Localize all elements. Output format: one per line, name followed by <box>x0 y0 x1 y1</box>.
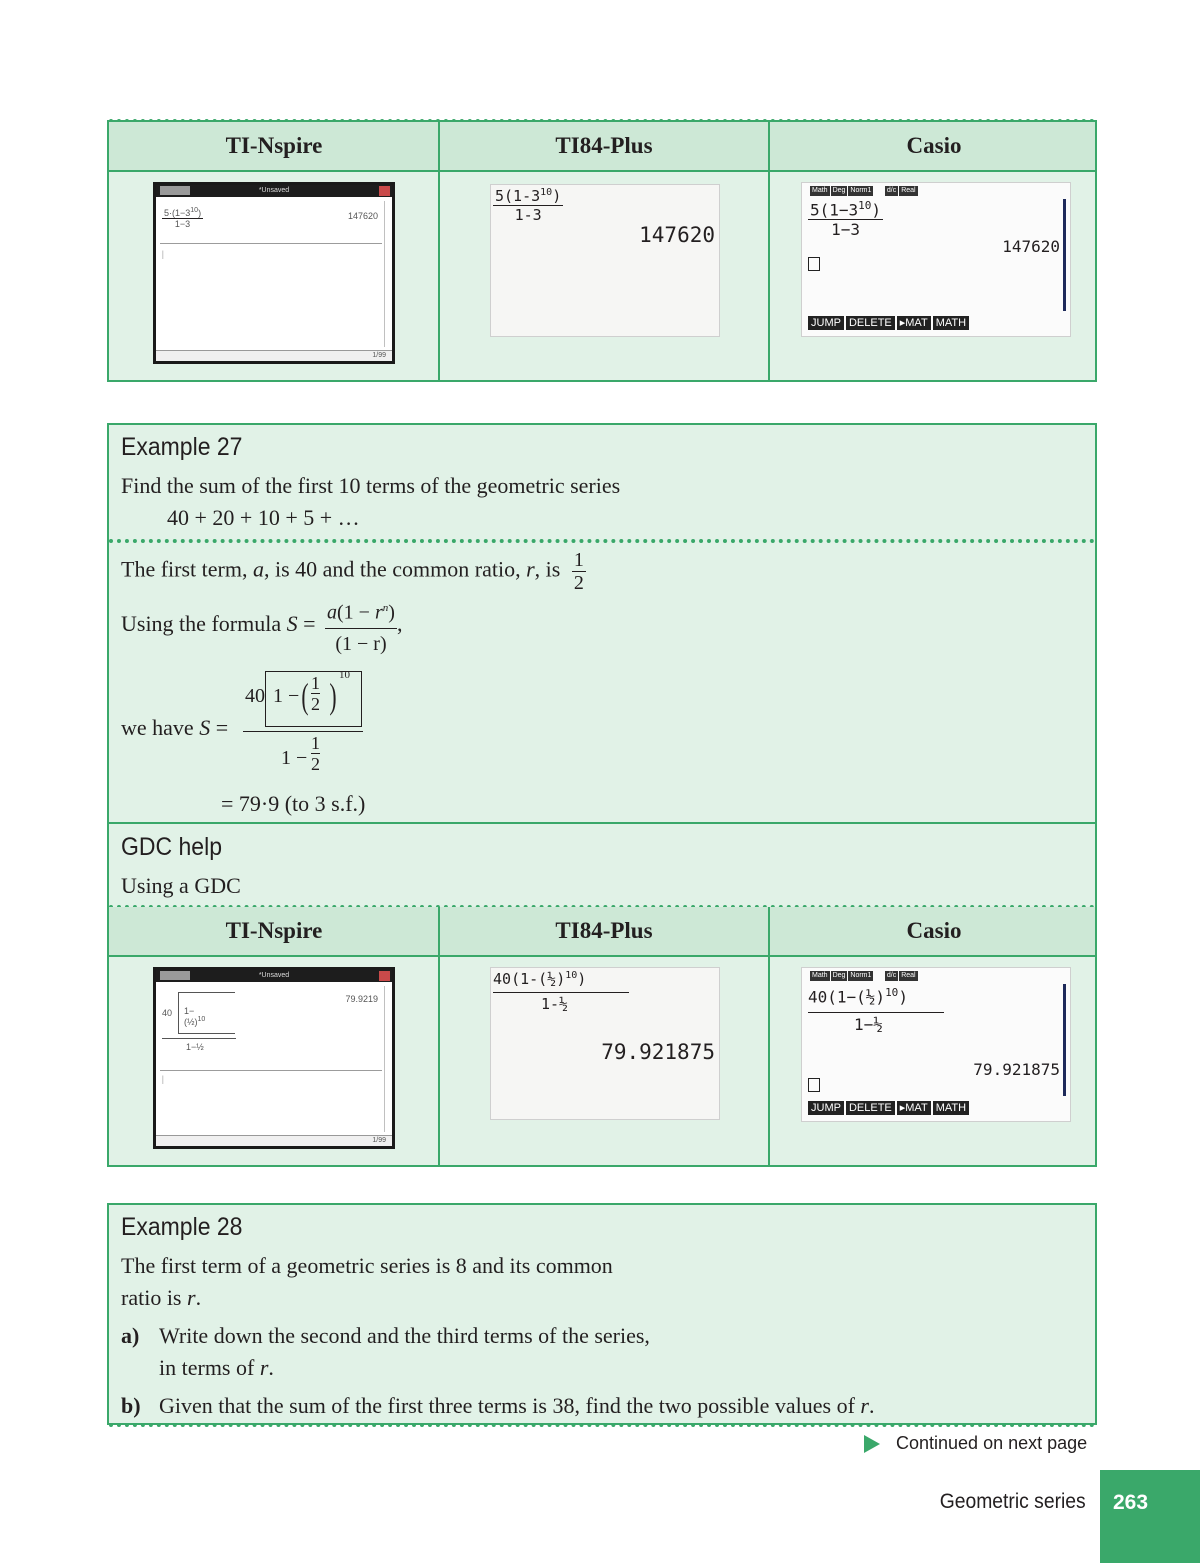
part-b-label: b) <box>121 1393 141 1418</box>
ti84-screen <box>490 967 720 1120</box>
continued-note: Continued on next page <box>864 1432 1100 1456</box>
fkey-math[interactable]: MATH <box>933 1101 969 1115</box>
casio-status-icons: Math Deg Norm1 d/c Real <box>812 187 916 194</box>
nspire-page-counter: 1/99 <box>372 1137 386 1144</box>
cursor: | <box>162 1074 164 1084</box>
column-divider <box>438 122 440 380</box>
nspire-result: 147620 <box>347 211 378 221</box>
nspire-doc-title: *Unsaved <box>258 972 290 979</box>
column-divider <box>768 122 770 380</box>
nspire-title-bar <box>156 970 392 982</box>
page-number-tab <box>1100 1470 1200 1563</box>
gdc-header-row <box>109 122 1095 172</box>
col-casio: Casio <box>906 133 962 158</box>
page-number: 263 <box>1113 1491 1149 1514</box>
ti84-screen <box>490 184 720 337</box>
casio-expression: 40(1−(½)$^{10}$) 1−½ <box>808 986 944 1034</box>
casio-result: 79.921875 <box>973 1060 1060 1079</box>
fkey-delete[interactable]: DELETE <box>846 1101 895 1115</box>
gdc-help-text: Using a GDC <box>121 873 241 898</box>
nspire-page-counter: 1/99 <box>372 352 386 359</box>
casio-cursor-box <box>808 257 820 271</box>
example-28-title: Example 28 <box>121 1213 243 1241</box>
part-b-text: Given that the sum of the first three terms is 38, find the two possible values of r. <box>159 1393 875 1418</box>
example-27-question: Find the sum of the first 10 terms of the geometric series <box>121 473 621 498</box>
col-ti-nspire: TI-Nspire <box>225 918 323 943</box>
ti84-expression: 40(1-(½)$^{10}$) 1-½ <box>493 970 629 1013</box>
col-ti84-plus: TI84-Plus <box>555 918 653 943</box>
column-divider <box>768 907 770 1165</box>
we-have-line: we have S = <box>121 715 229 740</box>
nspire-expression: $\frac{5\cdot(1-3^{10})}{1-3}$ <box>164 207 202 229</box>
col-ti-nspire: TI-Nspire <box>225 133 323 158</box>
casio-cursor-box <box>808 1078 820 1092</box>
example-27-series: 40 + 20 + 10 + 5 + … <box>167 505 360 530</box>
fkey-jump[interactable]: JUMP <box>808 1101 844 1115</box>
formula-line: Using the formula S = $\frac{a(1 - r^n)}{(1 - r)}$ , <box>121 593 402 659</box>
casio-function-keys[interactable] <box>808 1096 971 1115</box>
casio-status-icons: Math Deg Norm1 d/c Real <box>812 972 916 979</box>
dotted-divider <box>109 1423 1095 1427</box>
scrollbar[interactable] <box>384 201 390 347</box>
fkey-delete[interactable]: DELETE <box>846 316 895 330</box>
nspire-result: 79.9219 <box>345 994 378 1004</box>
col-casio: Casio <box>906 918 962 943</box>
footer-section-title: Geometric series <box>939 1490 1086 1513</box>
close-icon <box>379 971 390 981</box>
scrollbar[interactable] <box>384 986 390 1132</box>
first-term-line: The first term, a, is 40 and the common ratio, r, is $\frac{1}{2}$ <box>121 549 584 594</box>
gdc-table-1 <box>107 120 1097 382</box>
part-a-text: Write down the second and the third terms of the series, <box>159 1323 650 1348</box>
fkey-mat[interactable]: ▸MAT <box>897 1101 931 1115</box>
ti84-expression: $\frac{5(1-3^{10})}{1-3}$ <box>495 187 562 224</box>
example-27-title: Example 27 <box>121 433 243 461</box>
play-arrow-icon <box>864 1435 880 1453</box>
example-28-line1: The first term of a geometric series is 8 and its common <box>121 1253 613 1278</box>
fkey-jump[interactable]: JUMP <box>808 316 844 330</box>
dotted-divider <box>109 539 1095 543</box>
casio-result: 147620 <box>1002 237 1060 256</box>
casio-function-keys[interactable] <box>808 311 971 330</box>
gdc-help-title: GDC help <box>121 833 222 861</box>
ti84-result: 147620 <box>639 223 715 247</box>
close-icon <box>379 186 390 196</box>
casio-expression: $\frac{5(1-3^{10})}{1-3}$ <box>810 199 882 240</box>
gdc-header-row <box>109 907 1095 957</box>
fkey-mat[interactable]: ▸MAT <box>897 316 931 330</box>
casio-scrollbar <box>1063 984 1066 1096</box>
nspire-title-bar <box>156 185 392 197</box>
nspire-doc-title: *Unsaved <box>258 187 290 194</box>
example-28-line2: ratio is r. <box>121 1285 202 1310</box>
casio-scrollbar <box>1063 199 1066 311</box>
result-line: = 79·9 (to 3 s.f.) <box>221 791 366 816</box>
fkey-math[interactable]: MATH <box>933 316 969 330</box>
part-a-label: a) <box>121 1323 140 1348</box>
ti-nspire-screen <box>153 182 395 364</box>
cursor: | <box>162 249 164 259</box>
casio-screen <box>801 967 1071 1122</box>
example-28-box <box>107 1203 1097 1425</box>
col-ti84-plus: TI84-Plus <box>555 133 653 158</box>
column-divider <box>438 907 440 1165</box>
part-a-text2: in terms of r. <box>159 1355 274 1380</box>
example-27-box: Example 27 Find the sum of the first 10 terms of the geometric series 40 + 20 + 10 + 5 + … The first term, a, is 40 and the common ratio, r, is $\frac{1}{2}$ Using the formula S = $\frac{a(1 - r^n)}{(1 - r)}$ , we have S = 40 1 − ( 1 2 ) 10 1 − 1 2 = 79·9 (to 3 s.f.) GDC help Using a GDC TI-Nspire TI84-Plus Casio *Unsaved 40 1−(½)$^{10}$ 1−½ 79.9219 | 1/99 40(1-(½)$^{10}$) 1-½ 79.921875 Math Deg Norm1 d/c Real 40(1−(½)$^{10}$) 1−½ 79.921875 JUMP DELETE ▸MAT MATH <box>107 423 1097 1167</box>
ti84-result: 79.921875 <box>601 1040 715 1064</box>
ti-nspire-screen: *Unsaved 40 1−(½)$^{10}$ 1−½ 79.9219 | 1/99 <box>153 967 395 1149</box>
casio-screen <box>801 182 1071 337</box>
